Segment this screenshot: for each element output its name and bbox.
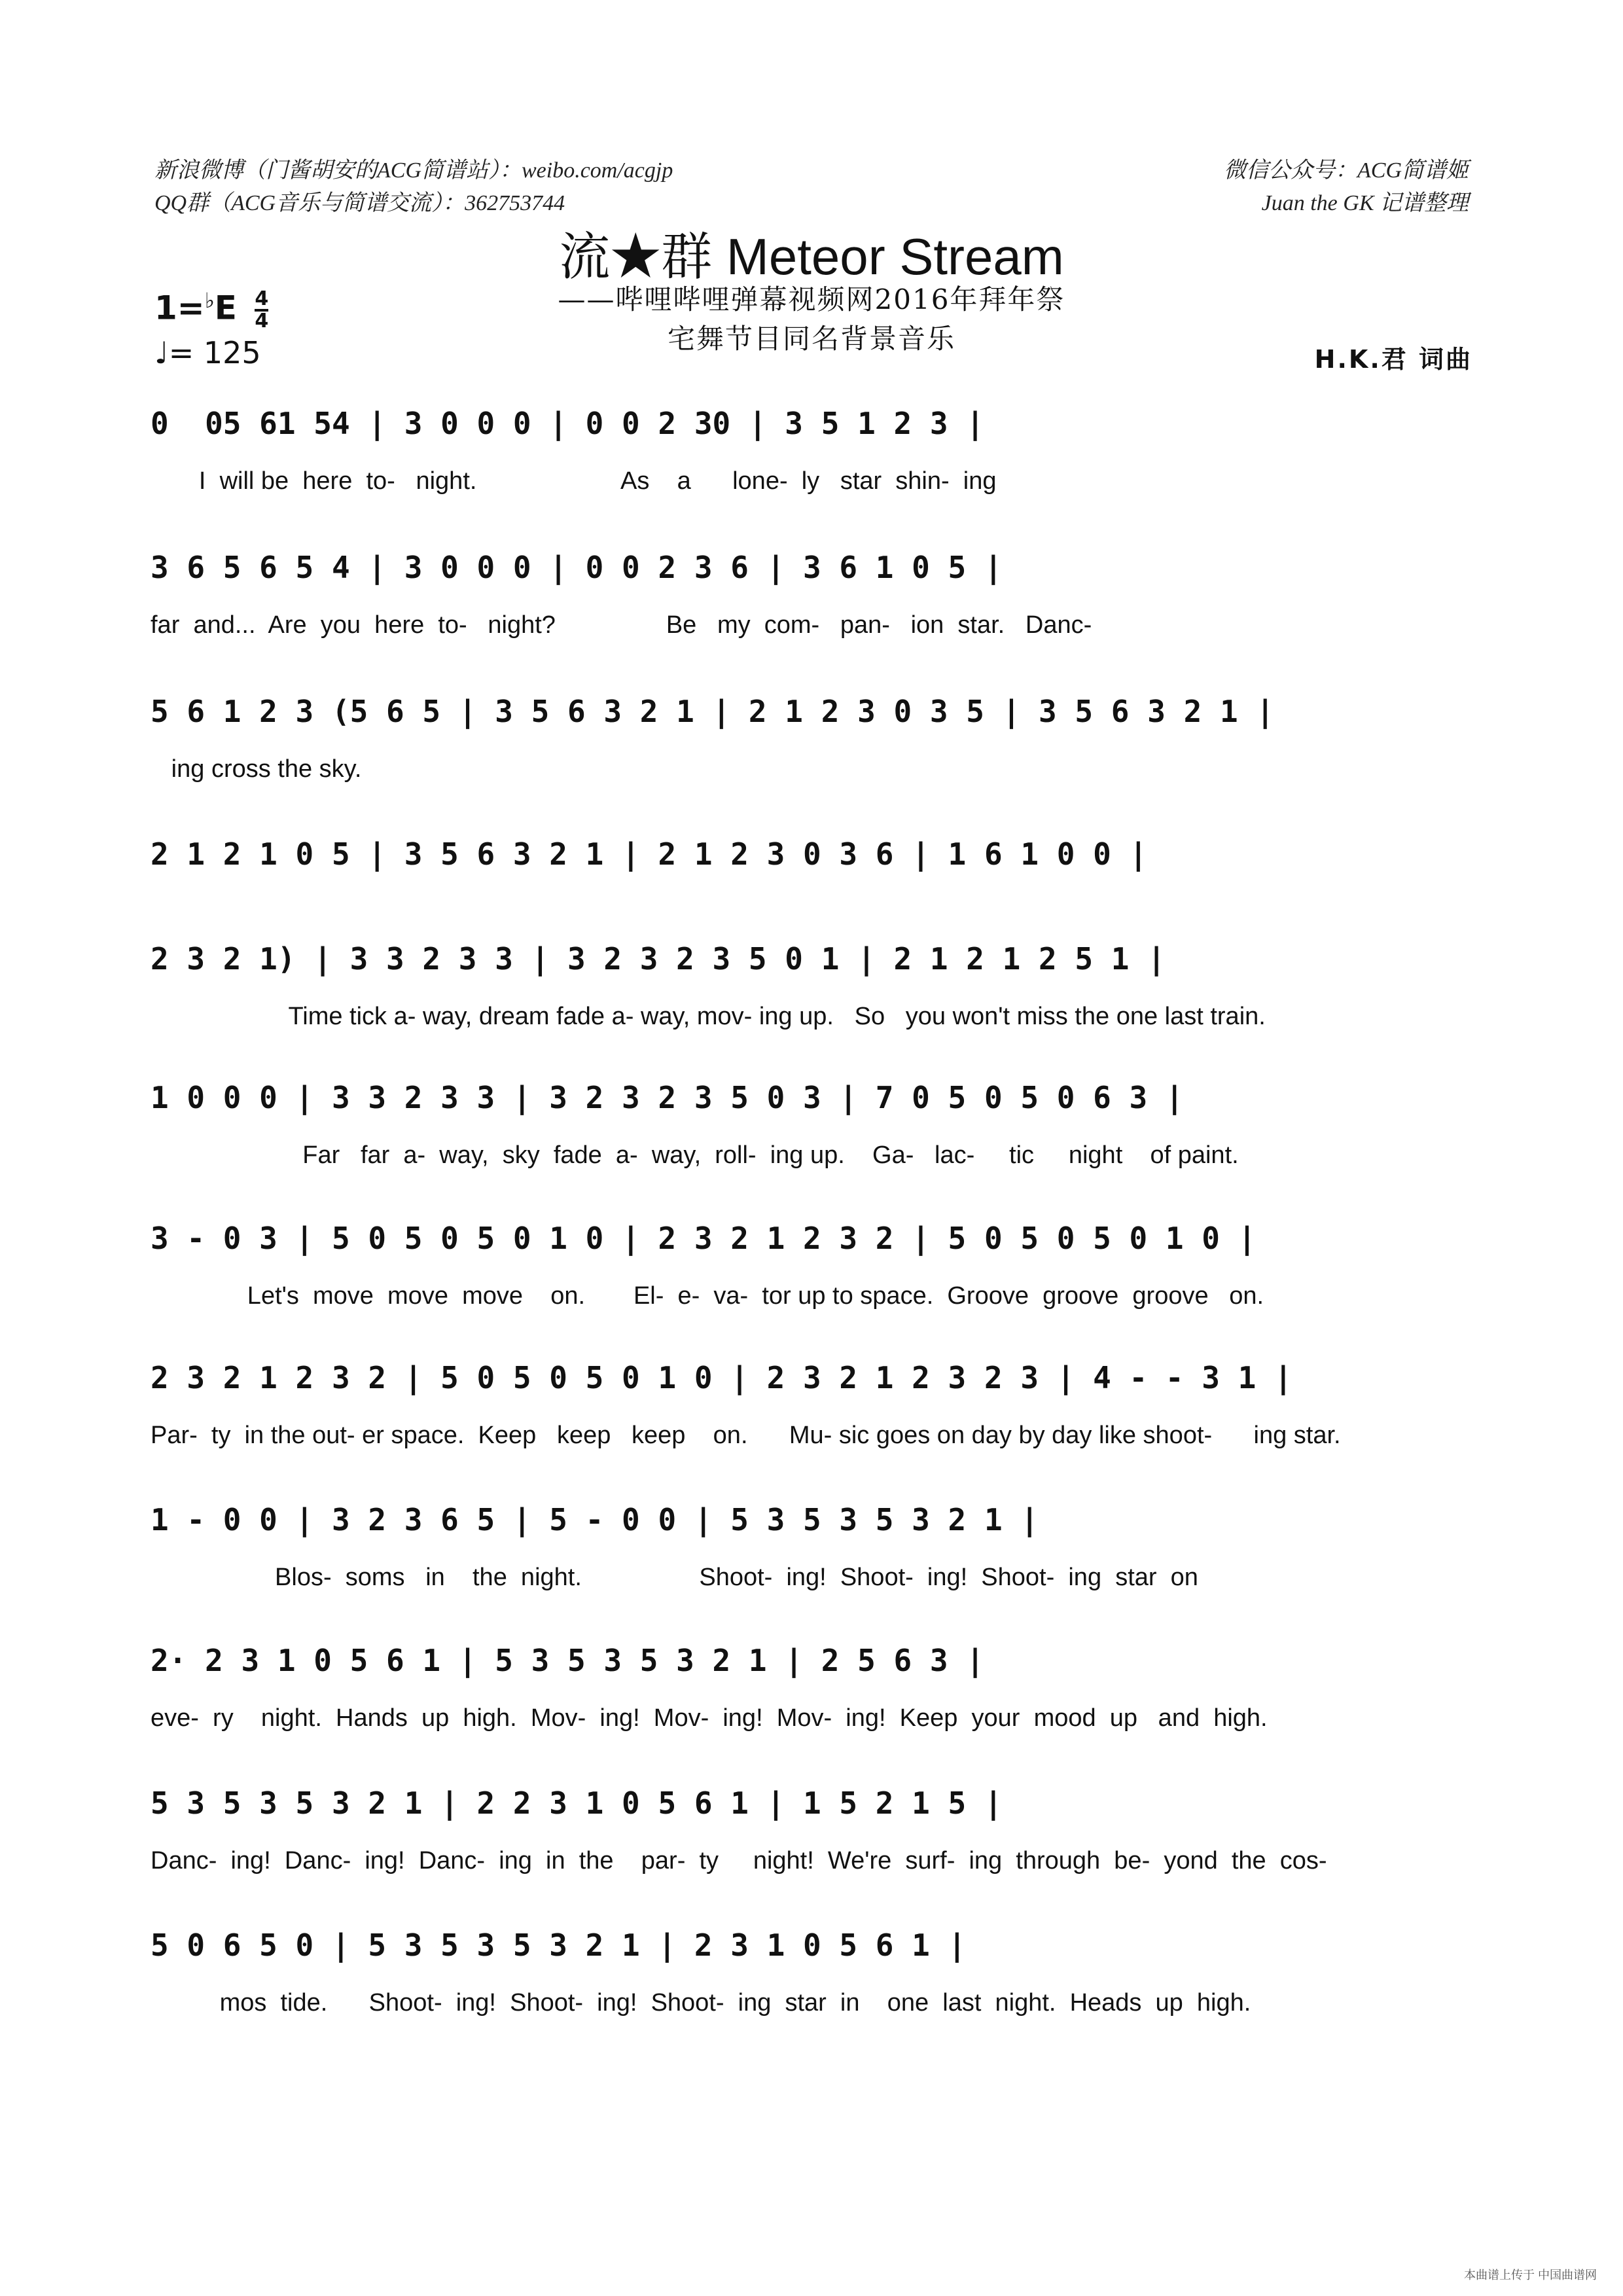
key-signature	[154, 288, 268, 331]
notation-row: 3 6 5 6 5 4 | 3 0 0 0 | 0 0 2 3 6 | 3 6 1 0 5 |	[151, 550, 1003, 585]
lyrics-row: Far far a- way, sky fade a- way, roll- ing up. Ga- lac- tic night of paint.	[151, 1141, 1239, 1169]
header-arranger: Juan the GK 记谱整理	[1261, 191, 1469, 215]
tempo-marking	[154, 335, 261, 370]
notation-row: 1 0 0 0 | 3 3 2 3 3 | 3 2 3 2 3 5 0 3 | 7 0 5 0 5 0 6 3 |	[151, 1080, 1184, 1115]
header-weibo: 新浪微博（门酱胡安的ACG简谱站）：weibo.com/acgjp	[154, 158, 673, 183]
score-line	[151, 1921, 1472, 2019]
time-signature	[255, 289, 268, 331]
lyrics-row	[151, 895, 1472, 928]
notation-row: 5 3 5 3 5 3 2 1 | 2 2 3 1 0 5 6 1 | 1 5 2 1 5 |	[151, 1785, 1003, 1821]
subtitle-event: ——哔哩哔哩弹幕视频网2016年拜年祭	[558, 283, 1065, 315]
subtitle-program: 宅舞节目同名背景音乐	[667, 323, 955, 355]
score-line	[151, 687, 1472, 785]
notation-row: 2 3 2 1) | 3 3 2 3 3 | 3 2 3 2 3 5 0 1 | 2 1 2 1 2 5 1 |	[151, 941, 1166, 977]
notation-row: 2· 2 3 1 0 5 6 1 | 5 3 5 3 5 3 2 1 | 2 5 6 3 |	[151, 1643, 984, 1678]
score-line	[151, 1779, 1472, 1877]
notation-row: 2 3 2 1 2 3 2 | 5 0 5 0 5 0 1 0 | 2 3 2 1 2 3 2 3 | 4 - - 3 1 |	[151, 1360, 1293, 1395]
tempo-value: = 125	[168, 335, 261, 370]
time-denominator: 4	[255, 310, 269, 333]
score-line	[151, 1636, 1472, 1734]
notation-row: 5 0 6 5 0 | 5 3 5 3 5 3 2 1 | 2 3 1 0 5 6 1 |	[151, 1928, 967, 1963]
composer-credit: H.K.君 词曲	[1314, 345, 1472, 374]
lyrics-row: eve- ry night. Hands up high. Mov- ing! Mov- ing! Mov- ing! Keep your mood up and high.	[151, 1704, 1268, 1732]
lyrics-row: Let's move move move on. El- e- va- tor up to space. Groove groove groove on.	[151, 1282, 1264, 1310]
footer-watermark: 本曲谱上传于 中国曲谱网	[1464, 2269, 1597, 2282]
lyrics-row: ing cross the sky.	[151, 755, 362, 783]
song-title: 流★群 Meteor Stream	[559, 228, 1064, 285]
score-line	[151, 830, 1472, 928]
lyrics-row: Danc- ing! Danc- ing! Danc- ing in the par- ty night! We're surf- ing through be- yond the cos-	[151, 1847, 1327, 1874]
lyrics-row: Blos- soms in the night. Shoot- ing! Shoot- ing! Shoot- ing star on	[151, 1564, 1198, 1591]
score-line	[151, 1073, 1472, 1172]
score-line	[151, 1496, 1472, 1594]
header-wechat: 微信公众号：ACG简谱姬	[1224, 158, 1469, 183]
flat-sign: ♭	[204, 288, 215, 313]
lyrics-row: far and... Are you here to- night? Be my com- pan- ion star. Danc-	[151, 611, 1092, 639]
score-line	[151, 1214, 1472, 1312]
lyrics-row: mos tide. Shoot- ing! Shoot- ing! Shoot- ing star in one last night. Heads up high.	[151, 1989, 1251, 2017]
notation-row: 0 05 61 54 | 3 0 0 0 | 0 0 2 30 | 3 5 1 2 3 |	[151, 406, 984, 441]
lyrics-row: I will be here to- night. As a lone- ly star shin- ing	[151, 467, 997, 495]
score-line	[151, 543, 1472, 641]
notation-row: 3 - 0 3 | 5 0 5 0 5 0 1 0 | 2 3 2 1 2 3 2 | 5 0 5 0 5 0 1 0 |	[151, 1221, 1257, 1256]
quarter-note-icon: ♩	[154, 335, 169, 370]
key-prefix: 1=	[154, 289, 205, 327]
score-line	[151, 935, 1472, 1033]
score-line	[151, 1354, 1472, 1452]
score-line	[151, 399, 1472, 497]
lyrics-row: Time tick a- way, dream fade a- way, mov- ing up. So you won't miss the one last train.	[151, 1003, 1266, 1030]
notation-row: 5 6 1 2 3 (5 6 5 | 3 5 6 3 2 1 | 2 1 2 3 0 3 5 | 3 5 6 3 2 1 |	[151, 694, 1275, 729]
lyrics-row: Par- ty in the out- er space. Keep keep keep on. Mu- sic goes on day by day like shoot- ing star.	[151, 1422, 1341, 1449]
notation-row: 2 1 2 1 0 5 | 3 5 6 3 2 1 | 2 1 2 3 0 3 6 | 1 6 1 0 0 |	[151, 836, 1148, 872]
notation-row: 1 - 0 0 | 3 2 3 6 5 | 5 - 0 0 | 5 3 5 3 5 3 2 1 |	[151, 1502, 1039, 1537]
key-note: E	[214, 289, 237, 327]
header-qq: QQ群（ACG音乐与简谱交流）：362753744	[154, 191, 565, 215]
time-numerator: 4	[255, 287, 269, 311]
